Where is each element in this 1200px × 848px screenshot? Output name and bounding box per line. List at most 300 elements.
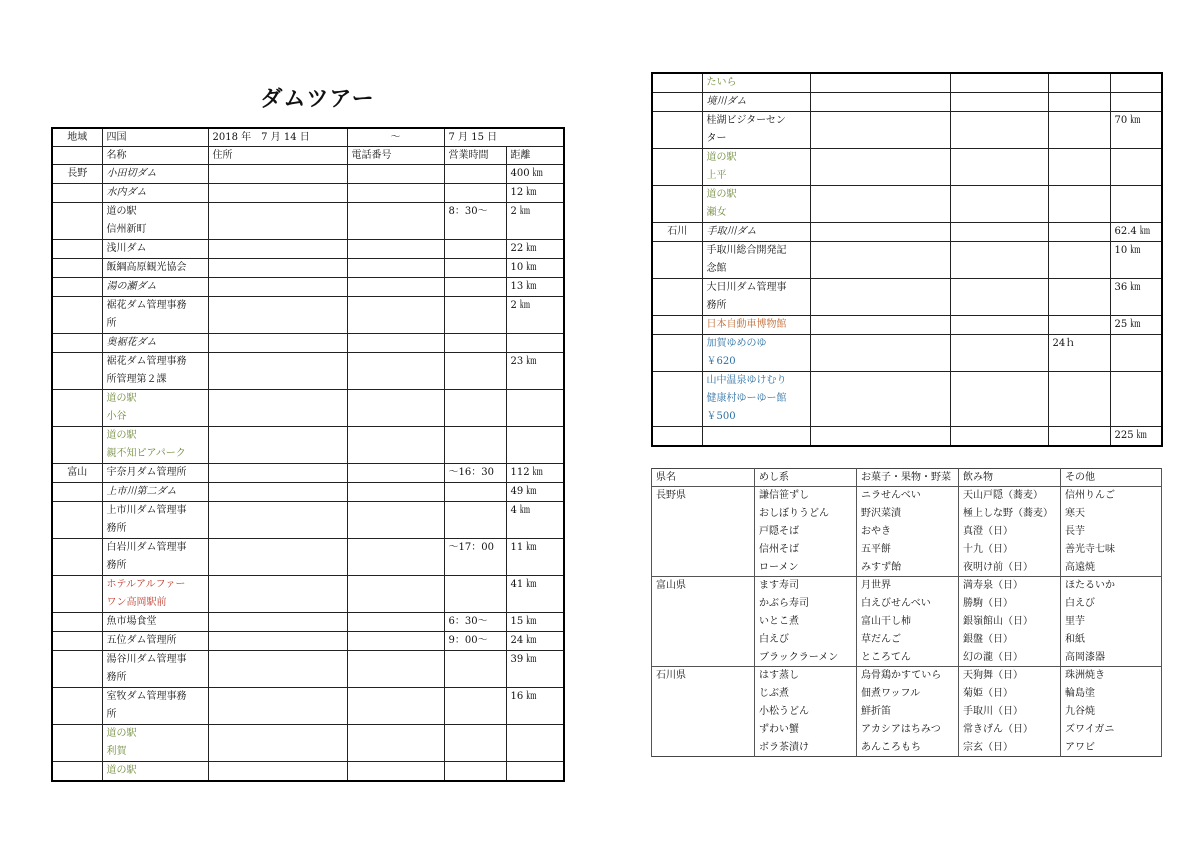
souvenir-row [652, 649, 1162, 667]
address-cell [208, 165, 347, 184]
distance-cell [1110, 335, 1162, 372]
address-cell [208, 632, 347, 651]
address-cell [208, 278, 347, 297]
address-cell [810, 279, 950, 316]
prefecture-cell [652, 335, 702, 372]
address-cell [810, 112, 950, 149]
place-name-cell [102, 278, 208, 297]
prefecture-cell: 富山 [52, 464, 102, 483]
place-name-line: 健康村ゆーゆー館 [706, 393, 787, 404]
souvenir-row [652, 721, 1162, 739]
phone-cell [347, 297, 444, 334]
place-name-cell [102, 539, 208, 576]
souvenir-cell: 信州りんご [1061, 487, 1162, 505]
hours-cell: ～16：30 [444, 464, 506, 483]
souvenir-cell: 白えびせんべい [857, 595, 959, 613]
place-name-cell [102, 502, 208, 539]
address-cell [208, 184, 347, 203]
table-row [52, 203, 564, 240]
souvenir-cell: 月世界 [857, 577, 959, 595]
hours-cell [444, 725, 506, 762]
souvenir-cell: 夜明け前（日） [959, 559, 1061, 577]
place-name-cell [702, 279, 810, 316]
table-row [52, 353, 564, 390]
phone-cell [347, 539, 444, 576]
col-drinks: 飲み物 [959, 469, 1061, 487]
place-name-cell [702, 335, 810, 372]
souvenir-cell: 白えび [755, 631, 857, 649]
table-row [52, 184, 564, 203]
prefecture-cell [652, 186, 702, 223]
hours-cell [444, 259, 506, 278]
phone-cell [347, 390, 444, 427]
phone-cell [347, 427, 444, 464]
phone-cell [950, 427, 1048, 447]
souvenir-cell: みすず飴 [857, 559, 959, 577]
souvenir-row [652, 631, 1162, 649]
place-name-line: 瀬女 [706, 207, 727, 218]
table-row [652, 242, 1162, 279]
place-name-cell [102, 334, 208, 353]
distance-cell: 49 ㎞ [506, 483, 564, 502]
phone-cell [347, 725, 444, 762]
souvenir-cell: 信州そば [755, 541, 857, 559]
distance-cell [1110, 186, 1162, 223]
prefecture-cell: 石川県 [652, 667, 755, 685]
souvenir-cell: 天山戸隠（蕎麦） [959, 487, 1061, 505]
hours-cell: ～17：00 [444, 539, 506, 576]
souvenir-cell: ブラックラーメン [755, 649, 857, 667]
souvenir-cell: 幻の瀧（日） [959, 649, 1061, 667]
distance-cell: 25 ㎞ [1110, 316, 1162, 335]
place-name-line: 湯の瀬ダム [106, 281, 157, 292]
distance-cell: 15 ㎞ [506, 613, 564, 632]
prefecture-cell [52, 184, 102, 203]
table-row [52, 278, 564, 297]
place-name-line: 上市川ダム管理事 [106, 505, 187, 516]
date-from: 2018 年 7 月 14 日 [208, 128, 347, 147]
prefecture-cell [652, 523, 755, 541]
souvenir-cell: 手取川（日） [959, 703, 1061, 721]
souvenir-cell: 鮮折笛 [857, 703, 959, 721]
distance-cell [506, 427, 564, 464]
prefecture-cell: 長野 [52, 165, 102, 184]
souvenir-cell: 和紙 [1061, 631, 1162, 649]
hours-cell [1048, 149, 1110, 186]
table-row [52, 762, 564, 782]
col-sweets: お菓子・果物・野菜 [857, 469, 959, 487]
phone-cell [347, 203, 444, 240]
phone-cell [347, 483, 444, 502]
hours-cell [444, 240, 506, 259]
col-distance: 距離 [506, 147, 564, 165]
table-row [652, 223, 1162, 242]
address-cell [810, 427, 950, 447]
distance-cell: 23 ㎞ [506, 353, 564, 390]
souvenir-cell: じぶ煮 [755, 685, 857, 703]
souvenir-row [652, 577, 1162, 595]
hours-cell [1048, 279, 1110, 316]
souvenir-row [652, 667, 1162, 685]
phone-cell [347, 353, 444, 390]
place-name-cell [102, 240, 208, 259]
distance-cell: 11 ㎞ [506, 539, 564, 576]
souvenir-cell: 謙信笹ずし [755, 487, 857, 505]
place-name-cell [102, 203, 208, 240]
address-cell [208, 240, 347, 259]
table-row [52, 725, 564, 762]
phone-cell [347, 240, 444, 259]
souvenir-cell: おやき [857, 523, 959, 541]
souvenir-cell: 里芋 [1061, 613, 1162, 631]
col-prefecture: 県名 [652, 469, 755, 487]
souvenir-cell: 極上しな野（蕎麦） [959, 505, 1061, 523]
prefecture-cell [52, 203, 102, 240]
prefecture-cell [52, 651, 102, 688]
place-name-cell [702, 149, 810, 186]
place-name-cell [702, 372, 810, 427]
place-name-line: 所 [106, 318, 117, 329]
prefecture-cell [652, 316, 702, 335]
souvenir-cell: 寒天 [1061, 505, 1162, 523]
place-name-cell [102, 353, 208, 390]
prefecture-cell [52, 725, 102, 762]
place-name-cell [102, 762, 208, 782]
address-cell [810, 93, 950, 112]
hours-cell [444, 688, 506, 725]
prefecture-cell [652, 73, 702, 93]
prefecture-cell [52, 259, 102, 278]
phone-cell [950, 73, 1048, 93]
prefecture-cell [52, 632, 102, 651]
hours-cell [1048, 186, 1110, 223]
souvenir-cell: ニラせんべい [857, 487, 959, 505]
distance-cell: 36 ㎞ [1110, 279, 1162, 316]
prefecture-cell [52, 762, 102, 782]
place-name-line: 室牧ダム管理事務 [106, 691, 187, 702]
prefecture-cell [52, 483, 102, 502]
place-name-cell [102, 688, 208, 725]
table-row [652, 149, 1162, 186]
hours-cell: 24ｈ [1048, 335, 1110, 372]
distance-cell: 24 ㎞ [506, 632, 564, 651]
place-name-line: 日本自動車博物館 [706, 319, 787, 330]
address-cell [208, 353, 347, 390]
distance-cell [506, 390, 564, 427]
table-row [52, 483, 564, 502]
distance-cell: 2 ㎞ [506, 203, 564, 240]
address-cell [208, 613, 347, 632]
hours-cell [444, 483, 506, 502]
address-cell [810, 149, 950, 186]
phone-cell [950, 223, 1048, 242]
place-name-line: 山中温泉ゆけむり [706, 375, 787, 386]
souvenir-row [652, 703, 1162, 721]
table-row [52, 539, 564, 576]
souvenir-cell: 珠洲焼き [1061, 667, 1162, 685]
place-name-line: 水内ダム [106, 187, 147, 198]
souvenir-row [652, 541, 1162, 559]
table-row [52, 464, 564, 483]
souvenir-cell: 真澄（日） [959, 523, 1061, 541]
phone-cell [347, 762, 444, 782]
address-cell [208, 651, 347, 688]
place-name-line: ￥620 [706, 356, 736, 367]
place-name-line: 務所 [106, 560, 127, 571]
prefecture-cell [652, 372, 702, 427]
distance-cell: 41 ㎞ [506, 576, 564, 613]
hours-cell [1048, 372, 1110, 427]
souvenir-cell: おしぼりうどん [755, 505, 857, 523]
place-name-cell [702, 223, 810, 242]
hours-cell [444, 762, 506, 782]
table-row [52, 165, 564, 184]
table-row [652, 73, 1162, 93]
place-name-line: 上市川第二ダム [106, 486, 177, 497]
table-row [52, 576, 564, 613]
souvenir-row [652, 505, 1162, 523]
prefecture-cell [52, 539, 102, 576]
col-other: その他 [1061, 469, 1162, 487]
prefecture-cell: 石川 [652, 223, 702, 242]
distance-cell: 12 ㎞ [506, 184, 564, 203]
distance-cell: 62.4 ㎞ [1110, 223, 1162, 242]
souvenir-row [652, 595, 1162, 613]
phone-cell [347, 632, 444, 651]
souvenir-cell: 小松うどん [755, 703, 857, 721]
hours-cell [1048, 73, 1110, 93]
place-name-cell [702, 427, 810, 447]
hours-cell [444, 184, 506, 203]
prefecture-cell [652, 149, 702, 186]
address-cell [208, 390, 347, 427]
distance-cell [1110, 73, 1162, 93]
prefecture-cell [52, 390, 102, 427]
distance-cell [506, 762, 564, 782]
souvenir-cell: あんころもち [857, 739, 959, 757]
hours-cell [444, 427, 506, 464]
phone-cell [950, 335, 1048, 372]
place-name-line [707, 427, 810, 445]
phone-cell [347, 688, 444, 725]
address-cell [810, 335, 950, 372]
distance-cell: 4 ㎞ [506, 502, 564, 539]
table-row [52, 427, 564, 464]
prefecture-cell [652, 595, 755, 613]
place-name-line: 務所 [706, 300, 727, 311]
place-name-cell [102, 576, 208, 613]
distance-cell: 225 ㎞ [1110, 427, 1162, 447]
table-row [652, 112, 1162, 149]
prefecture-cell [52, 240, 102, 259]
phone-cell [950, 372, 1048, 427]
address-cell [810, 223, 950, 242]
table-row [52, 259, 564, 278]
table-row [52, 613, 564, 632]
place-name-line: 手取川総合開発記 [706, 245, 787, 256]
place-name-line: 親不知ピアパーク [106, 448, 186, 459]
table-row [52, 297, 564, 334]
prefecture-cell [52, 576, 102, 613]
tour-table-right [651, 72, 1163, 447]
place-name-cell [102, 165, 208, 184]
phone-cell [347, 502, 444, 539]
place-name-line: 小田切ダム [106, 168, 157, 179]
phone-cell [950, 93, 1048, 112]
place-name-line: 裾花ダム管理事務 [106, 300, 187, 311]
place-name-cell [102, 632, 208, 651]
place-name-line: 宇奈月ダム管理所 [106, 467, 187, 478]
place-name-line: ホテルアルファー [106, 579, 186, 590]
table-row [52, 390, 564, 427]
area-label: 地域 [52, 128, 102, 147]
place-name-cell [702, 186, 810, 223]
souvenir-cell: 銀嶺館山（日） [959, 613, 1061, 631]
place-name-cell [102, 259, 208, 278]
souvenir-cell: 高遠焼 [1061, 559, 1162, 577]
table-row [652, 316, 1162, 335]
place-name-cell [102, 184, 208, 203]
souvenir-cell: 草だんご [857, 631, 959, 649]
table-row [652, 372, 1162, 427]
col-hours: 営業時間 [444, 147, 506, 165]
place-name-line: 加賀ゆめのゆ [706, 338, 767, 349]
hours-cell [444, 651, 506, 688]
place-name-line: 奥裾花ダム [106, 337, 157, 348]
address-cell [810, 372, 950, 427]
address-cell [208, 259, 347, 278]
prefecture-cell [652, 613, 755, 631]
hours-cell [444, 353, 506, 390]
souvenir-cell: 佃煮ワッフル [857, 685, 959, 703]
prefecture-cell [52, 334, 102, 353]
place-name-line: 所 [106, 709, 117, 720]
prefecture-cell [52, 278, 102, 297]
col-address: 住所 [208, 147, 347, 165]
distance-cell [1110, 93, 1162, 112]
phone-cell [950, 112, 1048, 149]
address-cell [208, 334, 347, 353]
hours-cell [444, 576, 506, 613]
prefecture-cell [652, 721, 755, 739]
table-row [52, 334, 564, 353]
souvenir-cell: 長芋 [1061, 523, 1162, 541]
address-cell [810, 242, 950, 279]
date-to: 7 月 15 日 [444, 128, 564, 147]
phone-cell [347, 165, 444, 184]
distance-cell [1110, 149, 1162, 186]
distance-cell: 16 ㎞ [506, 688, 564, 725]
souvenir-cell: はす蒸し [755, 667, 857, 685]
place-name-line: 浅川ダム [106, 243, 147, 254]
place-name-cell [702, 112, 810, 149]
table-row [652, 335, 1162, 372]
place-name-cell [102, 651, 208, 688]
prefecture-cell [652, 242, 702, 279]
place-name-line: ￥500 [706, 411, 736, 422]
souvenir-cell: ズワイガニ [1061, 721, 1162, 739]
address-cell [208, 576, 347, 613]
table-row [52, 632, 564, 651]
place-name-line: 境川ダム [706, 96, 747, 107]
souvenir-cell: 高岡漆器 [1061, 649, 1162, 667]
hours-cell [1048, 316, 1110, 335]
col-meals: めし系 [755, 469, 857, 487]
place-name-cell [102, 297, 208, 334]
address-cell [208, 502, 347, 539]
table-row [52, 240, 564, 259]
hours-cell [444, 390, 506, 427]
souvenir-cell: 九谷焼 [1061, 703, 1162, 721]
prefecture-cell [52, 353, 102, 390]
souvenir-cell: 白えび [1061, 595, 1162, 613]
prefecture-cell [652, 505, 755, 523]
prefecture-cell: 長野県 [652, 487, 755, 505]
hours-cell [1048, 427, 1110, 447]
prefecture-cell [652, 93, 702, 112]
distance-cell: 2 ㎞ [506, 297, 564, 334]
distance-cell: 22 ㎞ [506, 240, 564, 259]
prefecture-cell [652, 649, 755, 667]
souvenir-cell: 烏骨鶏かすていら [857, 667, 959, 685]
souvenir-row [652, 613, 1162, 631]
place-name-line: 大日川ダム管理事 [706, 282, 787, 293]
distance-cell: 13 ㎞ [506, 278, 564, 297]
place-name-line: 上平 [706, 170, 727, 181]
prefecture-cell [52, 613, 102, 632]
address-cell [208, 427, 347, 464]
souvenir-row [652, 739, 1162, 757]
table-row [652, 427, 1162, 447]
col-phone: 電話番号 [347, 147, 444, 165]
prefecture-cell [652, 685, 755, 703]
distance-cell: 10 ㎞ [1110, 242, 1162, 279]
prefecture-cell [52, 502, 102, 539]
place-name-cell [102, 390, 208, 427]
address-cell [208, 203, 347, 240]
souvenir-cell: 銀盤（日） [959, 631, 1061, 649]
hours-cell: 9：00～ [444, 632, 506, 651]
table-row [52, 688, 564, 725]
place-name-line: 魚市場食堂 [106, 616, 157, 627]
souvenir-row [652, 487, 1162, 505]
place-name-line: 所管理第２課 [106, 374, 167, 385]
souvenir-cell: かぶら寿司 [755, 595, 857, 613]
souvenir-cell: いとこ煮 [755, 613, 857, 631]
phone-cell [347, 464, 444, 483]
hours-cell [1048, 223, 1110, 242]
table-row [652, 93, 1162, 112]
souvenir-cell: 十九（日） [959, 541, 1061, 559]
address-cell [208, 762, 347, 782]
phone-cell [950, 279, 1048, 316]
hours-cell [444, 278, 506, 297]
place-name-line: ワン高岡駅前 [106, 597, 167, 608]
souvenir-cell: 満寿泉（日） [959, 577, 1061, 595]
souvenir-cell: アカシアはちみつ [857, 721, 959, 739]
souvenir-cell: ところてん [857, 649, 959, 667]
col-name: 名称 [102, 147, 208, 165]
hours-cell [1048, 93, 1110, 112]
place-name-line: 信州新町 [106, 224, 147, 235]
address-cell [208, 539, 347, 576]
place-name-line: ター [706, 133, 727, 144]
place-name-line: 道の駅 [106, 765, 137, 776]
souvenir-table [651, 468, 1162, 757]
table-row [652, 186, 1162, 223]
distance-cell [1110, 372, 1162, 427]
prefecture-cell [652, 739, 755, 757]
